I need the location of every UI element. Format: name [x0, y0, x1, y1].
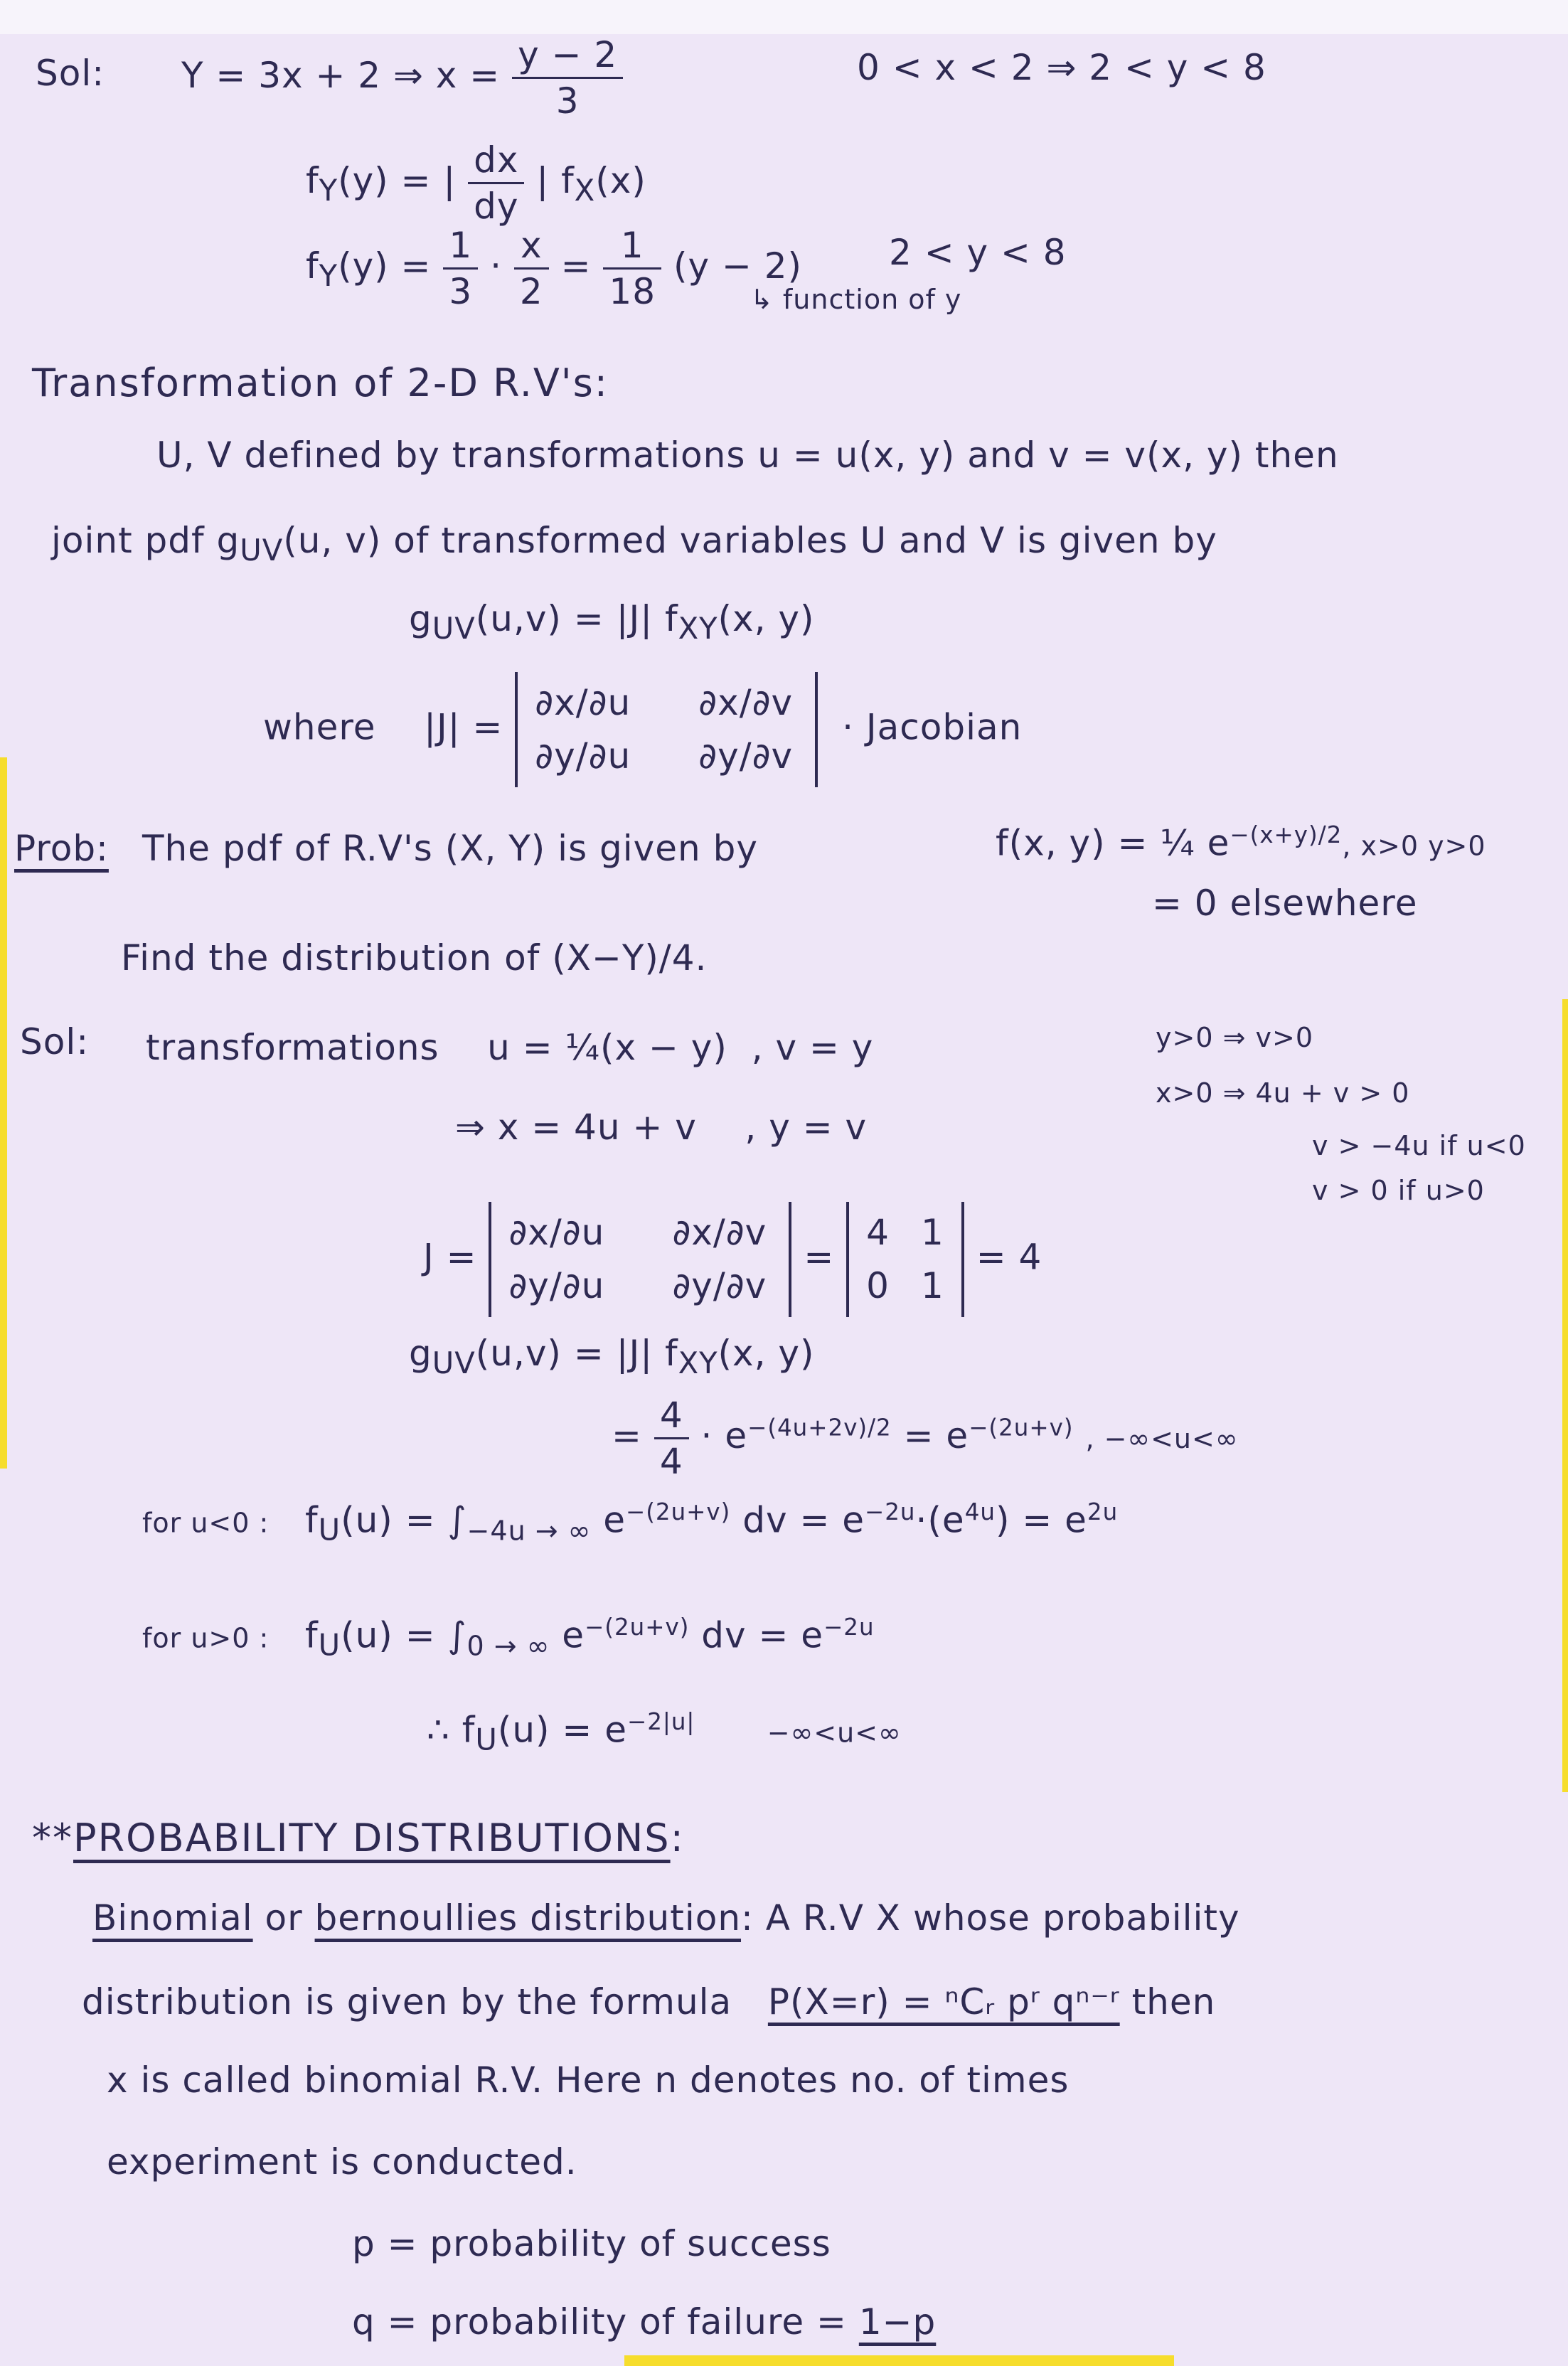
condition-1: y>0 ⇒ v>0 [1156, 1022, 1314, 1053]
sol-label-1: Sol: [36, 53, 105, 94]
sol-label-2: Sol: [20, 1021, 90, 1062]
q-definition: q = probability of failure = 1−p [352, 2301, 937, 2343]
gu-formula: $g_{UV}(u,v) = |J|$ $f_{XY}(x$, y) [409, 1333, 815, 1380]
section-heading-transformation: Transformation of 2-D R.V's: [32, 361, 609, 405]
condition-2: x>0 ⇒ 4u + v > 0 [1156, 1077, 1410, 1109]
case-u-positive: for u>0 : $f_U(u) = \int_{0 \to \infty}$ $e^{-(2u+v)}$ dv = $e^{-2u}$ [142, 1614, 875, 1663]
transformations-line: transformations u = ¼(x − y) , v = y [146, 1027, 874, 1068]
fy-result: $f_Y(y)$ = $\frac{1}{3}$ · $\frac{x}{2}$ = $\frac{1}{18}$ (y − 2) [306, 225, 803, 312]
left-highlight-bar [0, 757, 7, 1469]
function-of-y-note: ↳ function of y [750, 284, 962, 315]
top-margin-strip [0, 0, 1568, 34]
range-x-y: 0 < x < 2 ⇒ 2 < y < 8 [857, 47, 1266, 88]
section2-line1: U, V defined by transformations u = u(x, y) and v = v(x, y) then [156, 435, 1339, 476]
binomial-line3: x is called binomial R.V. Here n denotes no. of times [107, 2059, 1070, 2101]
condition-3: v > −4u if u<0 [1312, 1130, 1526, 1161]
numeric-matrix: 4 1 0 1 [846, 1202, 964, 1317]
prob-dist-heading: **PROBABILITY DISTRIBUTIONS: [32, 1816, 685, 1860]
p-definition: p = probability of success [352, 2223, 831, 2264]
fy-formula: $f_Y(y)$ = | $\frac{dx}{dy}$ | $f_X(x)$ [306, 139, 646, 227]
jacobian-matrix-2: ∂x/∂u ∂x/∂v ∂y/∂u ∂y/∂v [489, 1202, 791, 1317]
guv-formula: $g_{UV}(u,v) = |J|$ $f_{XY}(x$, y) [409, 598, 815, 646]
section2-line2: joint pdf $g_{UV}(u$, v) of transformed variables U and V is given by [51, 520, 1217, 567]
gu-evaluated: = $\frac{4}{4}$ · $e^{-(4u+2v)/2} = e^{-(2u+v)}$ , −∞<u<∞ [612, 1395, 1239, 1482]
prob-label: Prob: [14, 828, 109, 869]
problem-pdf: f(x, y) = ¼ $e^{-(x+y)/2}$, x>0 y>0 [996, 821, 1486, 864]
problem-find: Find the distribution of (X−Y)/4. [121, 937, 708, 979]
range-y: 2 < y < 8 [889, 232, 1067, 273]
final-distribution: ∴ $f_U(u) = e^{-2|u|}$ −∞<u<∞ [427, 1708, 902, 1757]
jacobian-matrix: ∂x/∂u ∂x/∂v ∂y/∂u ∂y/∂v [515, 672, 818, 787]
jacobian-calc: J = ∂x/∂u ∂x/∂v ∂y/∂u ∂y/∂v = 4 1 0 1 = 4 [423, 1202, 1042, 1317]
binomial-line4: experiment is conducted. [107, 2141, 577, 2183]
case-u-negative: for u<0 : $f_U(u) = \int_{-4u \to \infty}$ $e^{-(2u+v)}$ dv = $e^{-2u}\cdot(e^{4u}) = e^{2u}$ [142, 1498, 1119, 1547]
problem-statement: The pdf of R.V's (X, Y) is given by [142, 828, 758, 869]
right-highlight-bar [1562, 999, 1568, 1792]
jacobian-where: where |J| = ∂x/∂u ∂x/∂v ∂y/∂u ∂y/∂v · Jacobian [263, 672, 1022, 787]
problem-elsewhere: = 0 elsewhere [1152, 883, 1418, 924]
frac-y-minus-2-over-3: $\frac{y - 2}{3}$ [512, 37, 623, 119]
inverse-transform: ⇒ x = 4u + v , y = v [455, 1107, 868, 1148]
binomial-line1: Binomial or bernoullies distribution: A R.V X whose probability [92, 1897, 1240, 1939]
condition-4: v > 0 if u>0 [1312, 1175, 1485, 1206]
binomial-line2: distribution is given by the formula P(X=r) = ⁿCᵣ pʳ qⁿ⁻ʳ then [82, 1981, 1216, 2023]
bottom-highlight-bar [624, 2355, 1174, 2366]
eq-y-equals: Y = 3x + 2 ⇒ x = $\frac{y - 2}{3}$ [181, 37, 623, 119]
